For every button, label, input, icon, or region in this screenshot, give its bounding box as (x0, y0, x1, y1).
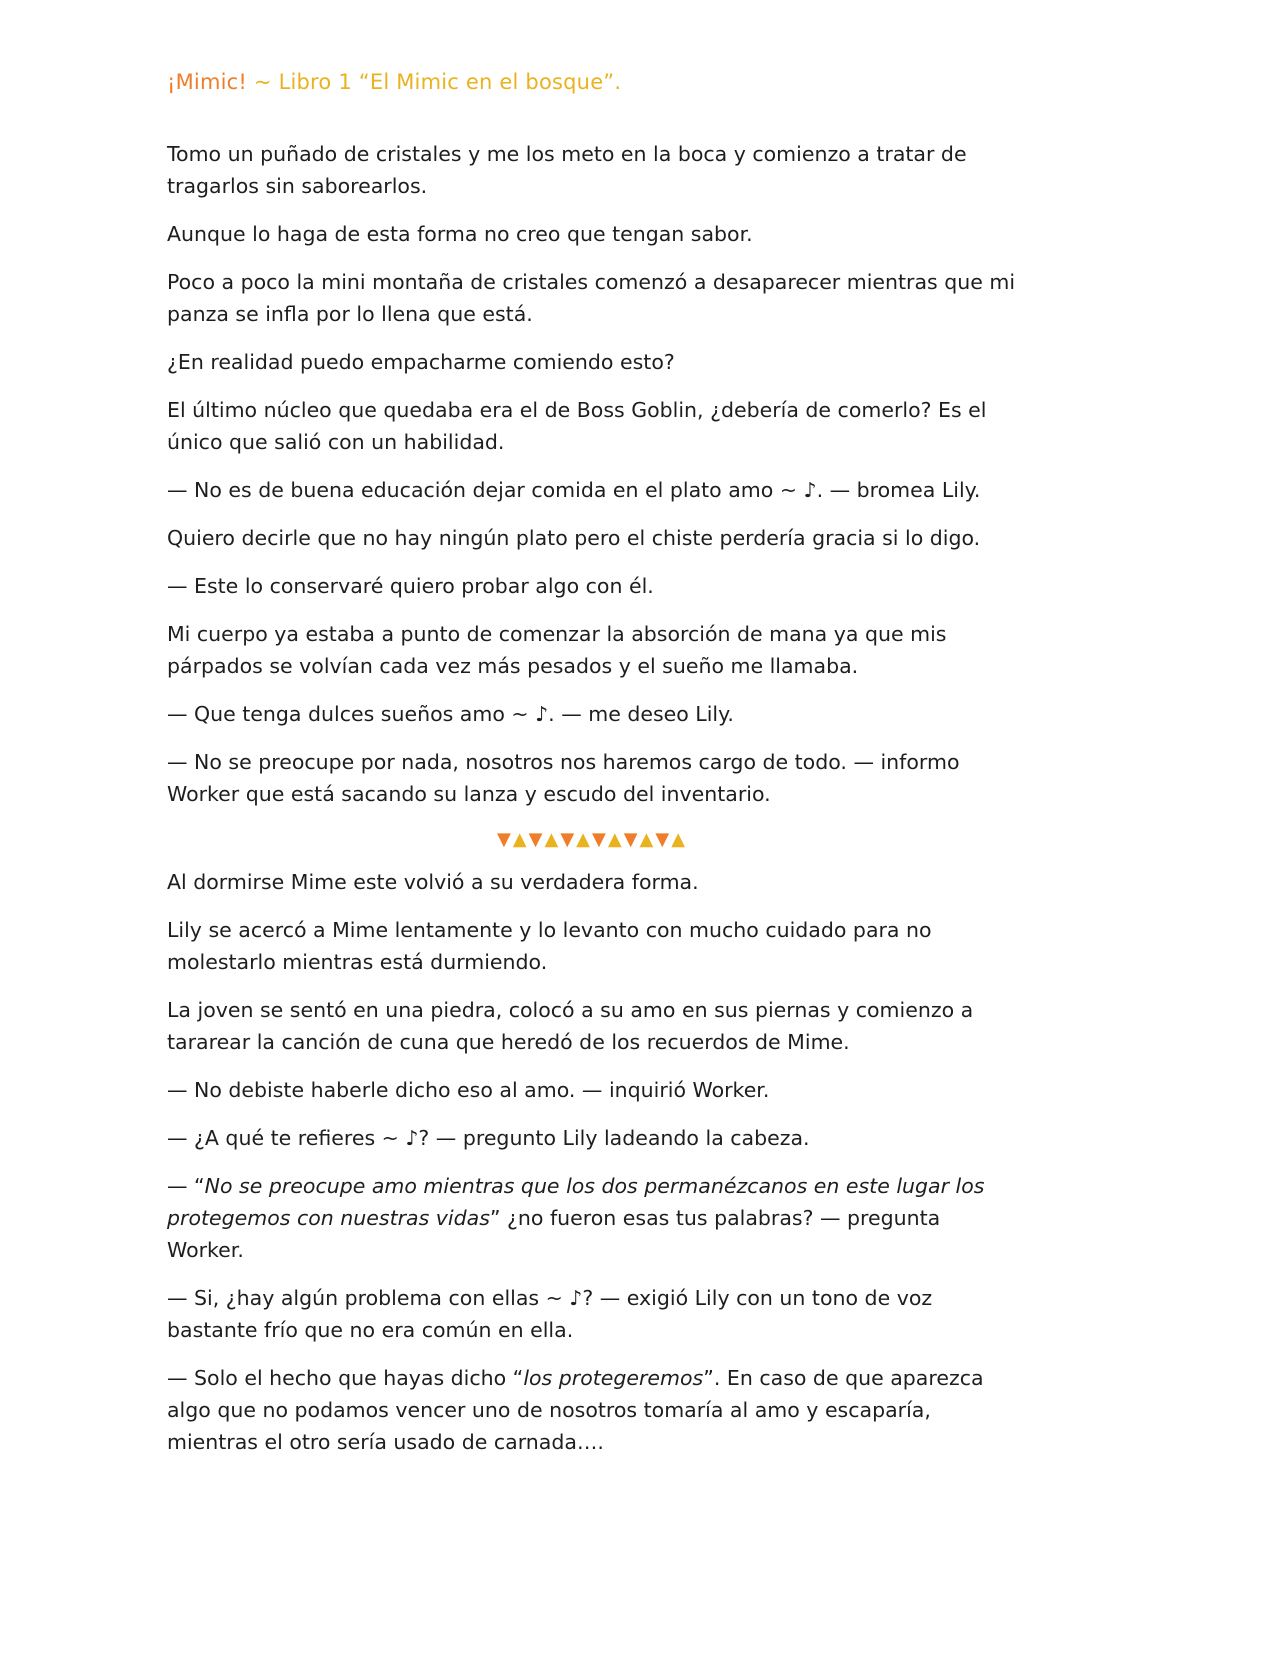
paragraph: — Que tenga dulces sueños amo ~ ♪. — me deseo Lily. (167, 702, 734, 726)
final-suffix: ”. En caso de que aparezca algo que no podamos vencer uno de nosotros tomaría al amo y escaparía, mientras el otro sería usado de carnada…. (167, 1366, 984, 1454)
paragraph: El último núcleo que quedaba era el de Boss Goblin, ¿debería de comerlo? Es el único que salió con un habilidad. (167, 398, 987, 454)
final-italic-text: los protegeremos (523, 1366, 704, 1390)
triangle-down-icon: ▼ (528, 829, 545, 850)
triangle-down-icon: ▼ (592, 829, 608, 850)
quote-suffix: ” ¿no fueron esas tus palabras? — pregunta Worker. (167, 1206, 941, 1262)
running-header (167, 70, 621, 94)
paragraph: Poco a poco la mini montaña de cristales comenzó a desaparecer mientras que mi panza se infla por lo llena que está. (167, 270, 1016, 326)
triangle-up-icon: ▲ (544, 829, 561, 850)
header-series-title: ¡Mimic! (167, 70, 248, 94)
paragraph: — Este lo conservaré quiero probar algo con él. (167, 574, 654, 598)
paragraph: La joven se sentó en una piedra, colocó a su amo en sus piernas y comienzo a tararear la canción de cuna que heredó de los recuerdos de Mime. (167, 998, 974, 1054)
paragraph: Tomo un puñado de cristales y me los meto en la boca y comienzo a tratar de tragarlos sin saborearlos. (167, 142, 967, 198)
triangle-down-icon: ▼ (623, 829, 640, 850)
final-prefix: — Solo el hecho que hayas dicho “ (167, 1366, 524, 1390)
paragraph-final (167, 1362, 1017, 1458)
paragraph: — No se preocupe por nada, nosotros nos haremos cargo de todo. — informo Worker que está sacando su lanza y escudo del inventario. (167, 750, 960, 806)
paragraph: — No es de buena educación dejar comida en el plato amo ~ ♪. — bromea Lily. (167, 478, 981, 502)
paragraph: ¿En realidad puedo empacharme comiendo esto? (167, 350, 675, 374)
paragraph: Quiero decirle que no hay ningún plato pero el chiste perdería gracia si lo digo. (167, 526, 981, 550)
paragraph: — ¿A qué te refieres ~ ♪? — pregunto Lily ladeando la cabeza. (167, 1126, 810, 1150)
triangle-up-icon: ▲ (576, 829, 592, 850)
paragraph: Al dormirse Mime este volvió a su verdadera forma. (167, 870, 699, 894)
paragraph: Mi cuerpo ya estaba a punto de comenzar la absorción de mana ya que mis párpados se volvían cada vez más pesados y el sueño me llamaba. (167, 622, 947, 678)
paragraph: — Si, ¿hay algún problema con ellas ~ ♪? — exigió Lily con un tono de voz bastante frío que no era común en ella. (167, 1286, 933, 1342)
triangle-up-icon: ▲ (639, 829, 656, 850)
scene-break-separator (167, 824, 1017, 856)
triangle-up-icon: ▲ (671, 829, 688, 850)
paragraph: — No debiste haberle dicho eso al amo. — inquirió Worker. (167, 1078, 770, 1102)
paragraph: Lily se acercó a Mime lentamente y lo levanto con mucho cuidado para no molestarlo mientras está durmiendo. (167, 918, 932, 974)
paragraph-with-quote (167, 1170, 1017, 1266)
triangle-up-icon: ▲ (512, 829, 529, 850)
header-book-title: ~ Libro 1 “El Mimic en el bosque”. (247, 70, 622, 94)
quote-italic-text: No se preocupe amo mientras que los dos permanézcanos en este lugar los protegemos con nuestras vidas (167, 1174, 985, 1230)
triangle-up-icon: ▲ (607, 829, 624, 850)
paragraph: Aunque lo haga de esta forma no creo que tengan sabor. (167, 222, 753, 246)
triangle-down-icon: ▼ (496, 829, 513, 850)
triangle-down-icon: ▼ (655, 829, 672, 850)
story-body (167, 138, 1017, 1474)
triangle-down-icon: ▼ (560, 829, 577, 850)
quote-prefix: — “ (167, 1174, 205, 1198)
